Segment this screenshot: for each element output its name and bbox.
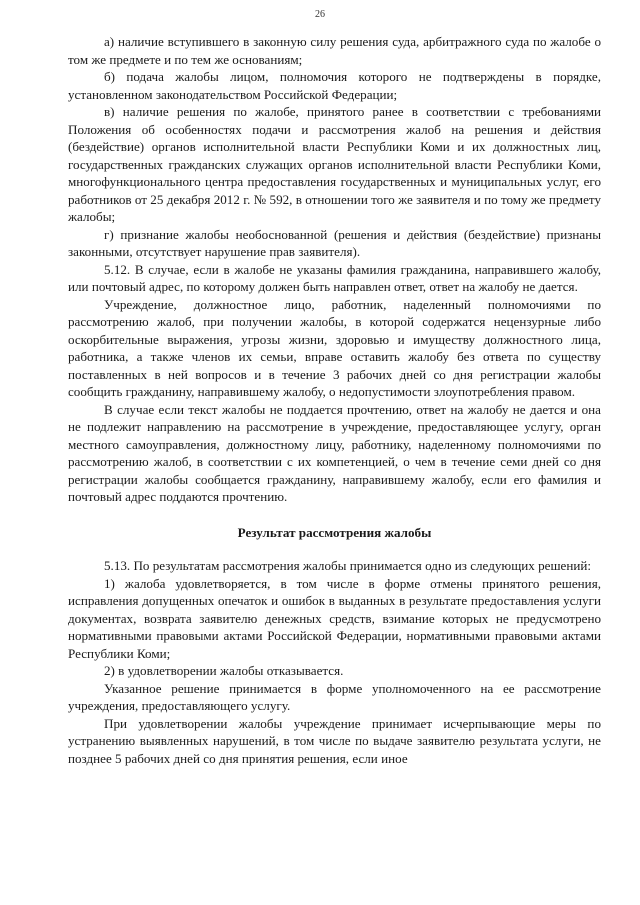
- paragraph-decision-1: 1) жалоба удовлетворяется, в том числе в форме отмены принятого решения, исправления допущенных опечаток и ошибок в выданных в результате предоставления услуги документах, возврата заявителю денежных средств, взимание которых не предусмотрено нормативными правовыми актами Российской Федерации, нормативными правовыми актами Республики Коми;: [68, 575, 601, 661]
- paragraph-item-b: б) подача жалобы лицом, полномочия которого не подтверждены в порядке, установленном законодательством Российской Федерации;: [68, 69, 601, 102]
- paragraph-decision-2: 2) в удовлетворении жалобы отказывается.: [104, 663, 344, 678]
- paragraph-item-v: в) наличие решения по жалобе, принятого ранее в соответствии с требованиями Положения об особенностях подачи и рассмотрения жалоб на решения и действия (бездействие) органов исполнительной власти Республики Коми и их должностных лиц, государственных гражданских служащих органов исполнительной власти Республики Коми, многофункционального центра предоставления государственных и муниципальных услуг, его работников от 25 декабря 2012 г. № 592, в отношении того же заявителя и по тому же предмету жалобы;: [68, 104, 601, 224]
- paragraph-5-13: 5.13. По результатам рассмотрения жалобы принимается одно из следующих решений:: [104, 558, 592, 573]
- paragraph-item-a: а) наличие вступившего в законную силу решения суда, арбитражного суда по жалобе о том же предмете и по тем же основаниям;: [68, 34, 601, 67]
- paragraph-offensive-complaint: Учреждение, должностное лицо, работник, наделенный полномочиями по рассмотрению жалоб, при получении жалобы, в которой содержатся нецензурные либо оскорбительные выражения, угрозы жизни, здоровью и имуществу должностного лица, работника, а также членов их семьи, вправе оставить жалобу без ответа по существу поставленных в ней вопросов и в течение 3 рабочих дней со дня регистрации жалобы сообщить гражданину, направившему жалобу, о недопустимости злоупотребления правом.: [68, 296, 601, 399]
- paragraph-unreadable-complaint: В случае если текст жалобы не поддается прочтению, ответ на жалобу не дается и она не подлежит направлению на рассмотрение в учреждение, предоставляющее услугу, орган местного самоуправления, должностному лицу, работнику, наделенному полномочиями по рассмотрению жалоб, в соответствии с их компетенцией, о чем в течение семи дней со дня регистрации жалобы сообщается гражданину, направившему жалобу, если его фамилия и почтовый адрес поддаются прочтению.: [68, 401, 601, 504]
- paragraph-item-g: г) признание жалобы необоснованной (решения и действия (бездействие) признаны законными, отсутствует нарушение прав заявителя).: [68, 226, 601, 259]
- section-heading: Результат рассмотрения жалобы: [237, 524, 432, 540]
- paragraph-decision-form: Указанное решение принимается в форме уполномоченного на ее рассмотрение учреждения, предоставляющего услугу.: [68, 680, 601, 713]
- page-number: 26: [315, 9, 325, 20]
- paragraph-remedy-measures: При удовлетворении жалобы учреждение принимает исчерпывающие меры по устранению выявленных нарушений, в том числе по выдаче заявителю результата услуги, не позднее 5 рабочих дней со дня принятия решения, если иное: [68, 715, 601, 766]
- document-body: [68, 33, 601, 767]
- paragraph-5-12: 5.12. В случае, если в жалобе не указаны фамилия гражданина, направившего жалобу, или почтовый адрес, по которому должен быть направлен ответ, ответ на жалобу не дается.: [68, 261, 601, 294]
